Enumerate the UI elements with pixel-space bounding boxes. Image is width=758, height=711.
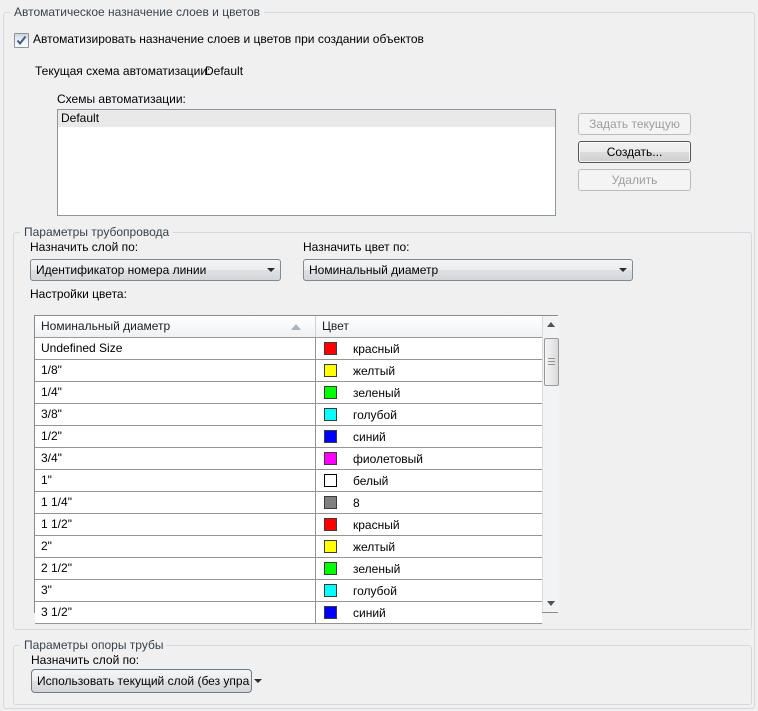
color-table-grid xyxy=(35,316,542,620)
pipe-parameters-title: Параметры трубопровода xyxy=(20,225,173,239)
color-swatch xyxy=(324,408,337,421)
auto-assign-checkbox[interactable] xyxy=(14,33,29,48)
color-by-combobox-value: Номинальный диаметр xyxy=(309,263,439,277)
chevron-down-icon[interactable] xyxy=(249,670,267,692)
table-row[interactable] xyxy=(35,404,542,426)
color-cell[interactable] xyxy=(316,338,542,359)
size-cell[interactable]: Undefined Size xyxy=(35,338,316,359)
sort-ascending-icon xyxy=(291,324,301,330)
table-row[interactable] xyxy=(35,580,542,602)
color-swatch xyxy=(324,430,337,443)
size-cell[interactable]: 1 1/4" xyxy=(35,492,316,513)
column-header-size-label: Номинальный диаметр xyxy=(41,319,171,333)
column-header-color[interactable] xyxy=(316,316,542,337)
chevron-down-icon[interactable] xyxy=(614,260,632,280)
table-row[interactable] xyxy=(35,492,542,514)
size-cell[interactable]: 2 1/2" xyxy=(35,558,316,579)
color-table-header xyxy=(35,316,542,338)
delete-button[interactable]: Удалить xyxy=(578,169,691,191)
table-scrollbar[interactable] xyxy=(542,316,559,612)
table-row[interactable] xyxy=(35,382,542,404)
table-row[interactable] xyxy=(35,338,542,360)
color-swatch xyxy=(324,364,337,377)
color-name: фиолетовый xyxy=(353,451,424,466)
color-name: синий xyxy=(353,429,386,444)
color-name: зеленый xyxy=(353,385,401,400)
color-by-label: Назначить цвет по: xyxy=(303,240,410,254)
pipe-support-title: Параметры опоры трубы xyxy=(20,638,167,652)
color-name: синий xyxy=(353,605,386,620)
scrollbar-thumb[interactable] xyxy=(544,338,559,386)
table-row[interactable] xyxy=(35,360,542,382)
color-name: желтый xyxy=(353,539,396,554)
color-name: голубой xyxy=(353,407,397,422)
color-name: зеленый xyxy=(353,561,401,576)
color-cell[interactable] xyxy=(316,514,542,535)
checkmark-icon xyxy=(15,34,28,47)
table-row[interactable] xyxy=(35,426,542,448)
layer-by-combobox-value: Идентификатор номера линии xyxy=(36,263,207,277)
main-groupbox-title: Автоматическое назначение слоев и цветов xyxy=(10,5,264,19)
column-header-color-label: Цвет xyxy=(322,319,349,333)
column-header-size[interactable] xyxy=(35,316,316,337)
color-name: красный xyxy=(353,341,400,356)
scroll-down-button[interactable] xyxy=(543,595,559,612)
color-name: голубой xyxy=(353,583,397,598)
color-swatch xyxy=(324,518,337,531)
color-settings-label: Настройки цвета: xyxy=(30,287,127,301)
schemes-list-label: Схемы автоматизации: xyxy=(57,92,186,106)
support-layer-by-combobox-value: Использовать текущий слой (без упра xyxy=(37,674,250,688)
color-name: белый xyxy=(353,473,389,488)
color-swatch xyxy=(324,386,337,399)
color-cell[interactable] xyxy=(316,536,542,557)
color-cell[interactable] xyxy=(316,602,542,623)
color-swatch xyxy=(324,496,337,509)
color-swatch xyxy=(324,606,337,619)
list-item[interactable]: Default xyxy=(58,110,555,127)
arrow-up-icon xyxy=(547,322,555,327)
table-row[interactable] xyxy=(35,602,542,624)
size-cell[interactable]: 1" xyxy=(35,470,316,491)
chevron-down-icon[interactable] xyxy=(262,260,280,280)
support-layer-by-label: Назначить слой по: xyxy=(31,653,140,667)
color-cell[interactable] xyxy=(316,426,542,447)
layer-by-label: Назначить слой по: xyxy=(30,240,139,254)
set-current-button[interactable]: Задать текущую xyxy=(578,113,691,135)
color-swatch xyxy=(324,452,337,465)
schemes-listbox[interactable] xyxy=(57,109,556,216)
color-cell[interactable] xyxy=(316,360,542,381)
size-cell[interactable]: 1 1/2" xyxy=(35,514,316,535)
color-name: 8 xyxy=(353,495,360,510)
color-table-rows xyxy=(35,338,542,620)
scroll-up-button[interactable] xyxy=(543,316,559,333)
size-cell[interactable]: 1/8" xyxy=(35,360,316,381)
color-cell[interactable] xyxy=(316,382,542,403)
table-row[interactable] xyxy=(35,448,542,470)
color-name: желтый xyxy=(353,363,396,378)
size-cell[interactable]: 3 1/2" xyxy=(35,602,316,623)
size-cell[interactable]: 3" xyxy=(35,580,316,601)
size-cell[interactable]: 3/8" xyxy=(35,404,316,425)
color-cell[interactable] xyxy=(316,558,542,579)
color-mapping-table xyxy=(34,315,558,620)
size-cell[interactable]: 1/2" xyxy=(35,426,316,447)
size-cell[interactable]: 2" xyxy=(35,536,316,557)
color-swatch xyxy=(324,584,337,597)
color-swatch xyxy=(324,540,337,553)
table-row[interactable] xyxy=(35,470,542,492)
color-cell[interactable] xyxy=(316,448,542,469)
color-name: красный xyxy=(353,517,400,532)
size-cell[interactable]: 1/4" xyxy=(35,382,316,403)
table-row[interactable] xyxy=(35,536,542,558)
support-layer-by-combobox[interactable] xyxy=(31,669,252,693)
color-cell[interactable] xyxy=(316,580,542,601)
current-scheme-label: Текущая схема автоматизации: xyxy=(35,64,211,78)
color-swatch xyxy=(324,342,337,355)
color-swatch xyxy=(324,474,337,487)
arrow-down-icon xyxy=(547,601,555,606)
color-swatch xyxy=(324,562,337,575)
table-row[interactable] xyxy=(35,558,542,580)
layer-by-combobox[interactable] xyxy=(30,259,281,281)
color-cell[interactable] xyxy=(316,470,542,491)
color-by-combobox[interactable] xyxy=(303,259,633,281)
create-button[interactable]: Создать... xyxy=(578,141,691,163)
color-cell[interactable] xyxy=(316,492,542,513)
color-cell[interactable] xyxy=(316,404,542,425)
auto-assign-checkbox-label[interactable]: Автоматизировать назначение слоев и цветов при создании объектов xyxy=(33,32,424,46)
grip-icon xyxy=(548,358,555,359)
current-scheme-value: Default xyxy=(205,64,244,78)
table-row[interactable] xyxy=(35,514,542,536)
size-cell[interactable]: 3/4" xyxy=(35,448,316,469)
